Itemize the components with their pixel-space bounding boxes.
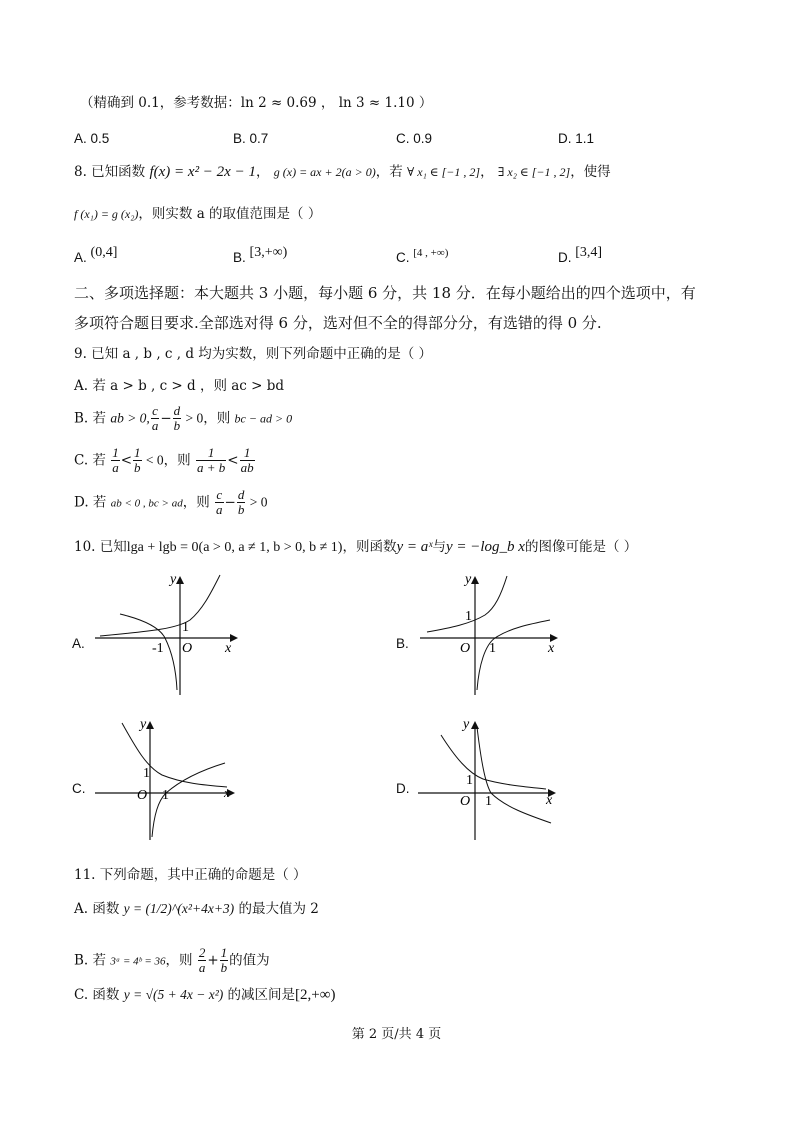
graph-a-label: A. [72,636,85,651]
x-label: x [548,641,555,656]
q7-option-b: B. 0.7 [233,131,269,146]
q11-option-a: A. 函数 y = (1/2)^(x²+4x+3) 的最大值为 2 [74,901,319,917]
q9-option-d: D. 若 ab < 0 , bc > ad，则 $\frac{c}{a}$ − $\frac{d}{b}$ > 0 [74,487,268,518]
y-arrow [176,576,184,584]
q8-exists: ∃ x₂ ∈ [−1 , 2] [497,165,571,179]
x-label: x [225,641,232,656]
section2-line2: 多项符合题目要求.全部选对得 6 分，选对但不全的得部分分，有选错的得 0 分. [74,314,602,332]
q7-option-c: C. 0.9 [396,131,433,146]
q11-c-function: y = √(5 + 4x − x²) [123,987,224,1002]
page-footer: 第 2 页/共 4 页 [351,1027,442,1042]
origin-label: O [137,788,148,803]
q8-option-b: B. [3,+∞) [233,245,288,265]
graph-c-label: C. [72,781,86,796]
q11-stem: 11. 下列命题，其中正确的命题是（ ） [74,867,307,883]
section2-line1: 二、多项选择题：本大题共 3 小题，每小题 6 分，共 18 分．在每小题给出的四个选项中，有 [74,284,696,302]
graph-b [415,570,565,700]
q11-a-function: y = (1/2)^(x²+4x+3) [123,901,235,916]
curve-exp [122,723,227,787]
graph-b-label: B. [396,636,409,651]
graph-c [92,715,242,845]
y-label: y [140,717,147,732]
x-label: x [224,785,230,800]
q8-forall: ∀ x₁ ∈ [−1 , 2] [407,165,481,179]
q8-option-c: C. $^{[4 , +\infty)}$ [396,247,449,265]
curve-exp [441,735,546,789]
q10-stem: 10. 已知lga + lgb = 0(a > 0, a ≠ 1, b > 0, b ≠ 1)，则函数y = aˣ与y = −log_b x的图像可能是（ ） [74,539,638,555]
one-label-x: 1 [162,788,169,803]
q7-option-a: A. 0.5 [74,131,110,146]
y-arrow [471,576,479,584]
q8-fx: f(x) = x² − 2x − 1 [149,164,256,180]
q8-option-d: D. [3,4] [558,245,603,265]
one-label: 1 [182,620,189,635]
q9-option-a: A. 若 a > b , c > d ，则 ac > bd [74,378,285,394]
neg-one-label: -1 [152,641,164,656]
q8-prefix: 8. 已知函数 [74,164,146,180]
curve-log [477,620,550,690]
y-label: y [170,572,177,587]
one-label-y: 1 [465,609,472,624]
origin-label: O [460,641,471,656]
curve-log [120,614,177,690]
y-label: y [465,572,472,587]
origin-label: O [460,794,471,809]
q8-cond-text: ，若 [375,164,403,180]
q8-option-a: A. (0,4] [74,245,118,265]
one-label-x: 1 [489,641,496,656]
q8-line2-text: ，则实数 a 的取值范围是（ ） [138,206,322,222]
one-label-y: 1 [143,766,150,781]
q9-option-b: B. 若 ab > 0, $\frac{c}{a}$ − $\frac{d}{b}$ > 0，则 bc − ad > 0 [74,403,293,434]
q11-option-c: C. 函数 y = √(5 + 4x − x²) 的减区间是[2,+∞) [74,987,336,1003]
y-arrow [146,721,154,729]
q11-option-b: B. 若 3ᵃ = 4ᵇ = 36，则 $\frac{2}{a}$ + $\frac{1}{b}$ 的值为 [74,945,270,976]
q8-eq: f (x₁) = g (x₂) [74,207,139,221]
y-label: y [463,717,470,732]
q8-gx: g (x) = ax + 2(a > 0) [273,165,376,179]
curve-exp [100,575,220,636]
reference-note: （精确到 0.1，参考数据：ln 2 ≈ 0.69 ， ln 3 ≈ 1.10 ） [80,95,433,111]
x-label: x [546,793,553,808]
q8-tail: ，使得 [570,164,611,180]
one-label-x: 1 [485,794,492,809]
origin-label: O [182,641,193,656]
q9-option-c: C. 若 $\frac{1}{a}$ < $\frac{1}{b}$ < 0，则 $\frac{1}{a + b}$ < $\frac{1}{ab}$ [74,445,254,476]
q7-option-d: D. 1.1 [558,131,595,146]
graph-a [90,570,250,700]
graph-d-label: D. [396,781,410,796]
q8-stem: 8. 已知函数 f(x) = x² − 2x − 1， g (x) = ax + 2(a > 0)，若 ∀ x₁ ∈ [−1 , 2]， ∃ x₂ ∈ [−1 , 2]，使得 [74,164,611,180]
y-arrow [471,721,479,729]
graph-d [413,715,563,845]
q9-stem: 9. 已知 a , b , c , d 均为实数，则下列命题中正确的是（ ） [74,346,433,362]
one-label-y: 1 [466,773,473,788]
q8-line2 [74,206,321,224]
